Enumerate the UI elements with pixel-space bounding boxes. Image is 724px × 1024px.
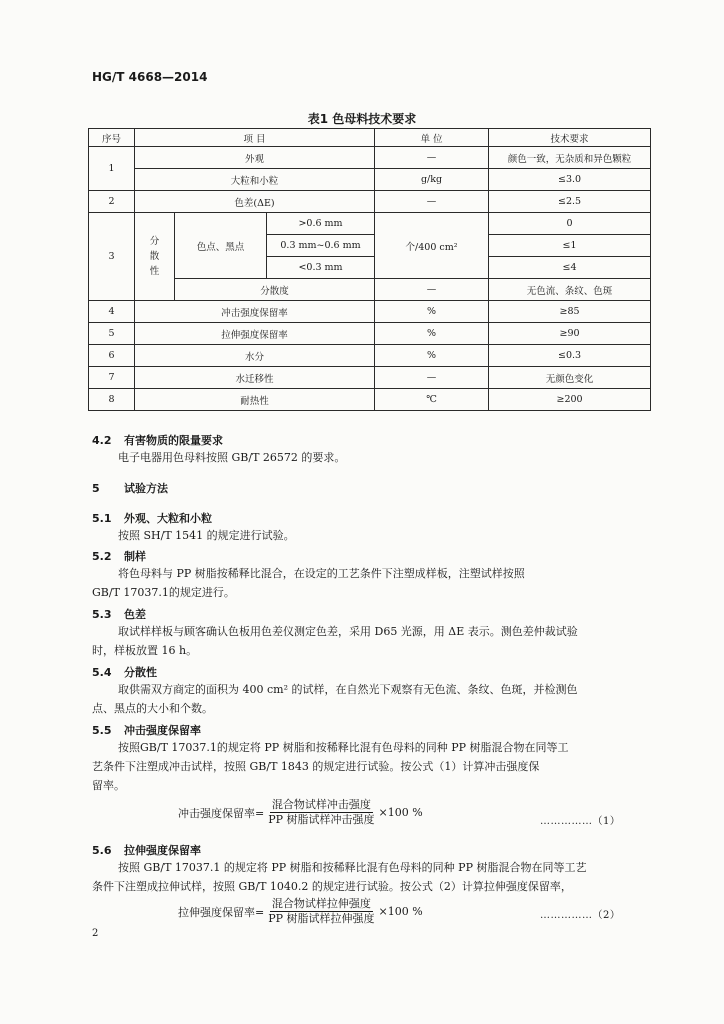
dispersion-group-label <box>135 213 175 301</box>
table-caption: 表1 色母料技术要求 <box>307 112 417 126</box>
unit-cell: — <box>375 191 489 213</box>
section-5-5-heading <box>92 722 201 738</box>
col-header-unit: 单 位 <box>375 129 489 147</box>
item-cell: 冲击强度保留率 <box>135 301 375 323</box>
section-title: 有害物质的限量要求 <box>124 434 223 447</box>
section-number: 5.5 <box>92 724 112 737</box>
requirement-cell: 无颜色变化 <box>489 367 651 389</box>
row-number: 1 <box>89 147 135 191</box>
unit-cell: — <box>375 279 489 301</box>
section-5-heading <box>92 480 168 496</box>
row-number: 6 <box>89 345 135 367</box>
section-5-4-heading <box>92 664 157 680</box>
item-cell: 水迁移性 <box>135 367 375 389</box>
section-title: 试验方法 <box>124 482 168 495</box>
formula-fraction <box>266 897 376 926</box>
formula-denominator: PP 树脂试样拉伸强度 <box>268 912 375 925</box>
equation-number-1: ……………（1） <box>540 816 621 827</box>
formula-1 <box>178 798 423 827</box>
section-title: 冲击强度保留率 <box>124 724 201 737</box>
col-header-item: 项 目 <box>135 129 375 147</box>
requirement-cell: ≤3.0 <box>489 169 651 191</box>
section-5-5-body-line1: 按照GB/T 17037.1的规定将 PP 树脂和按稀释比混有色母料的同种 PP 树脂混合物在同等工 <box>118 741 569 754</box>
formula-2 <box>178 897 423 926</box>
item-cell: 色差(ΔE) <box>135 191 375 213</box>
row-number: 8 <box>89 389 135 411</box>
section-number: 5.3 <box>92 608 112 621</box>
row-number: 7 <box>89 367 135 389</box>
section-5-6-body-line1: 按照 GB/T 17037.1 的规定将 PP 树脂和按稀释比混有色母料的同种 PP 树脂混合物在同等工艺 <box>118 861 587 874</box>
section-5-2-body-line2: GB/T 17037.1的规定进行。 <box>92 586 235 599</box>
unit-cell: % <box>375 323 489 345</box>
table-row <box>89 147 651 169</box>
formula-numerator: 混合物试样拉伸强度 <box>271 897 371 910</box>
section-5-3-heading <box>92 606 146 622</box>
section-5-6-body-line2: 条件下注塑成拉伸试样，按照 GB/T 1040.2 的规定进行试验。按公式（2）计算拉伸强度保留率， <box>92 880 572 893</box>
requirement-cell: 0 <box>489 213 651 235</box>
requirement-cell: 颜色一致，无杂质和异色颗粒 <box>489 147 651 169</box>
requirement-cell: ≤4 <box>489 257 651 279</box>
section-5-3-body-line2: 时，样板放置 16 h。 <box>92 644 198 657</box>
section-5-3-body-line1: 取试样样板与顾客确认色板用色差仪测定色差，采用 D65 光源，用 ΔE 表示。测色差仲裁试验 <box>118 625 578 638</box>
formula-lhs: 冲击强度保留率= <box>178 806 265 820</box>
table-row <box>89 301 651 323</box>
section-5-2-body-line1: 将色母料与 PP 树脂按稀释比混合，在设定的工艺条件下注塑成样板，注塑试样按照 <box>118 567 525 580</box>
requirement-cell: ≥90 <box>489 323 651 345</box>
section-5-5-body-line2: 艺条件下注塑成冲击试样，按照 GB/T 1843 的规定进行试验。按公式（1）计算冲击强度保 <box>92 760 540 773</box>
table-row <box>89 389 651 411</box>
section-title: 色差 <box>124 608 146 621</box>
unit-cell: — <box>375 367 489 389</box>
section-5-4-body-line1: 取供需双方商定的面积为 400 cm² 的试样，在自然光下观察有无色流、条纹、色斑，并检测色 <box>118 683 578 696</box>
dispersion-group-text: 分散性 <box>149 236 160 277</box>
formula-multiplier: ×100 % <box>378 905 423 918</box>
section-title: 分散性 <box>124 666 157 679</box>
section-5-4-body-line2: 点、黑点的大小和个数。 <box>92 702 213 715</box>
condition-cell: >0.6 mm <box>267 213 375 235</box>
section-4-2-heading <box>92 432 223 448</box>
row-number: 5 <box>89 323 135 345</box>
formula-lhs: 拉伸强度保留率= <box>178 905 265 919</box>
section-5-5-body-line3: 留率。 <box>92 779 125 792</box>
table-row <box>89 323 651 345</box>
unit-cell: % <box>375 301 489 323</box>
formula-multiplier: ×100 % <box>378 806 423 819</box>
requirement-cell: ≥200 <box>489 389 651 411</box>
table-row <box>89 213 651 235</box>
section-title: 制样 <box>124 550 146 563</box>
unit-cell: g/kg <box>375 169 489 191</box>
table-header-row <box>89 129 651 147</box>
formula-numerator: 混合物试样冲击强度 <box>271 798 371 811</box>
section-5-1-body: 按照 SH/T 1541 的规定进行试验。 <box>118 529 295 542</box>
table-row <box>89 191 651 213</box>
requirement-cell: ≥85 <box>489 301 651 323</box>
condition-cell: <0.3 mm <box>267 257 375 279</box>
table-row <box>89 345 651 367</box>
requirement-cell: ≤1 <box>489 235 651 257</box>
item-cell: 色点、黑点 <box>175 213 267 279</box>
standard-code: HG/T 4668—2014 <box>92 70 208 84</box>
section-5-2-heading <box>92 548 146 564</box>
section-5-1-heading <box>92 510 212 526</box>
requirement-cell: ≤0.3 <box>489 345 651 367</box>
table-row <box>89 367 651 389</box>
requirement-cell: ≤2.5 <box>489 191 651 213</box>
formula-fraction <box>266 798 376 827</box>
section-number: 5.1 <box>92 512 112 525</box>
section-number: 5.2 <box>92 550 112 563</box>
col-header-requirement: 技术要求 <box>489 129 651 147</box>
row-number: 2 <box>89 191 135 213</box>
item-cell: 外观 <box>135 147 375 169</box>
unit-cell: — <box>375 147 489 169</box>
unit-cell: ℃ <box>375 389 489 411</box>
condition-cell: 0.3 mm~0.6 mm <box>267 235 375 257</box>
section-number: 5 <box>92 482 100 495</box>
section-4-2-body: 电子电器用色母料按照 GB/T 26572 的要求。 <box>118 451 346 464</box>
col-header-no: 序号 <box>89 129 135 147</box>
page-number: 2 <box>92 928 99 939</box>
item-cell: 大粒和小粒 <box>135 169 375 191</box>
item-cell: 耐热性 <box>135 389 375 411</box>
equation-number-2: ……………（2） <box>540 910 621 921</box>
unit-cell: 个/400 cm² <box>375 213 489 279</box>
section-title: 拉伸强度保留率 <box>124 844 201 857</box>
section-number: 4.2 <box>92 434 112 447</box>
item-cell: 分散度 <box>175 279 375 301</box>
formula-denominator: PP 树脂试样冲击强度 <box>268 813 375 826</box>
section-number: 5.4 <box>92 666 112 679</box>
section-title: 外观、大粒和小粒 <box>124 512 212 525</box>
row-number: 3 <box>89 213 135 301</box>
unit-cell: % <box>375 345 489 367</box>
technical-requirements-table <box>88 128 651 411</box>
section-5-6-heading <box>92 842 201 858</box>
item-cell: 拉伸强度保留率 <box>135 323 375 345</box>
item-cell: 水分 <box>135 345 375 367</box>
requirement-cell: 无色流、条纹、色斑 <box>489 279 651 301</box>
section-number: 5.6 <box>92 844 112 857</box>
row-number: 4 <box>89 301 135 323</box>
table-row <box>89 169 651 191</box>
